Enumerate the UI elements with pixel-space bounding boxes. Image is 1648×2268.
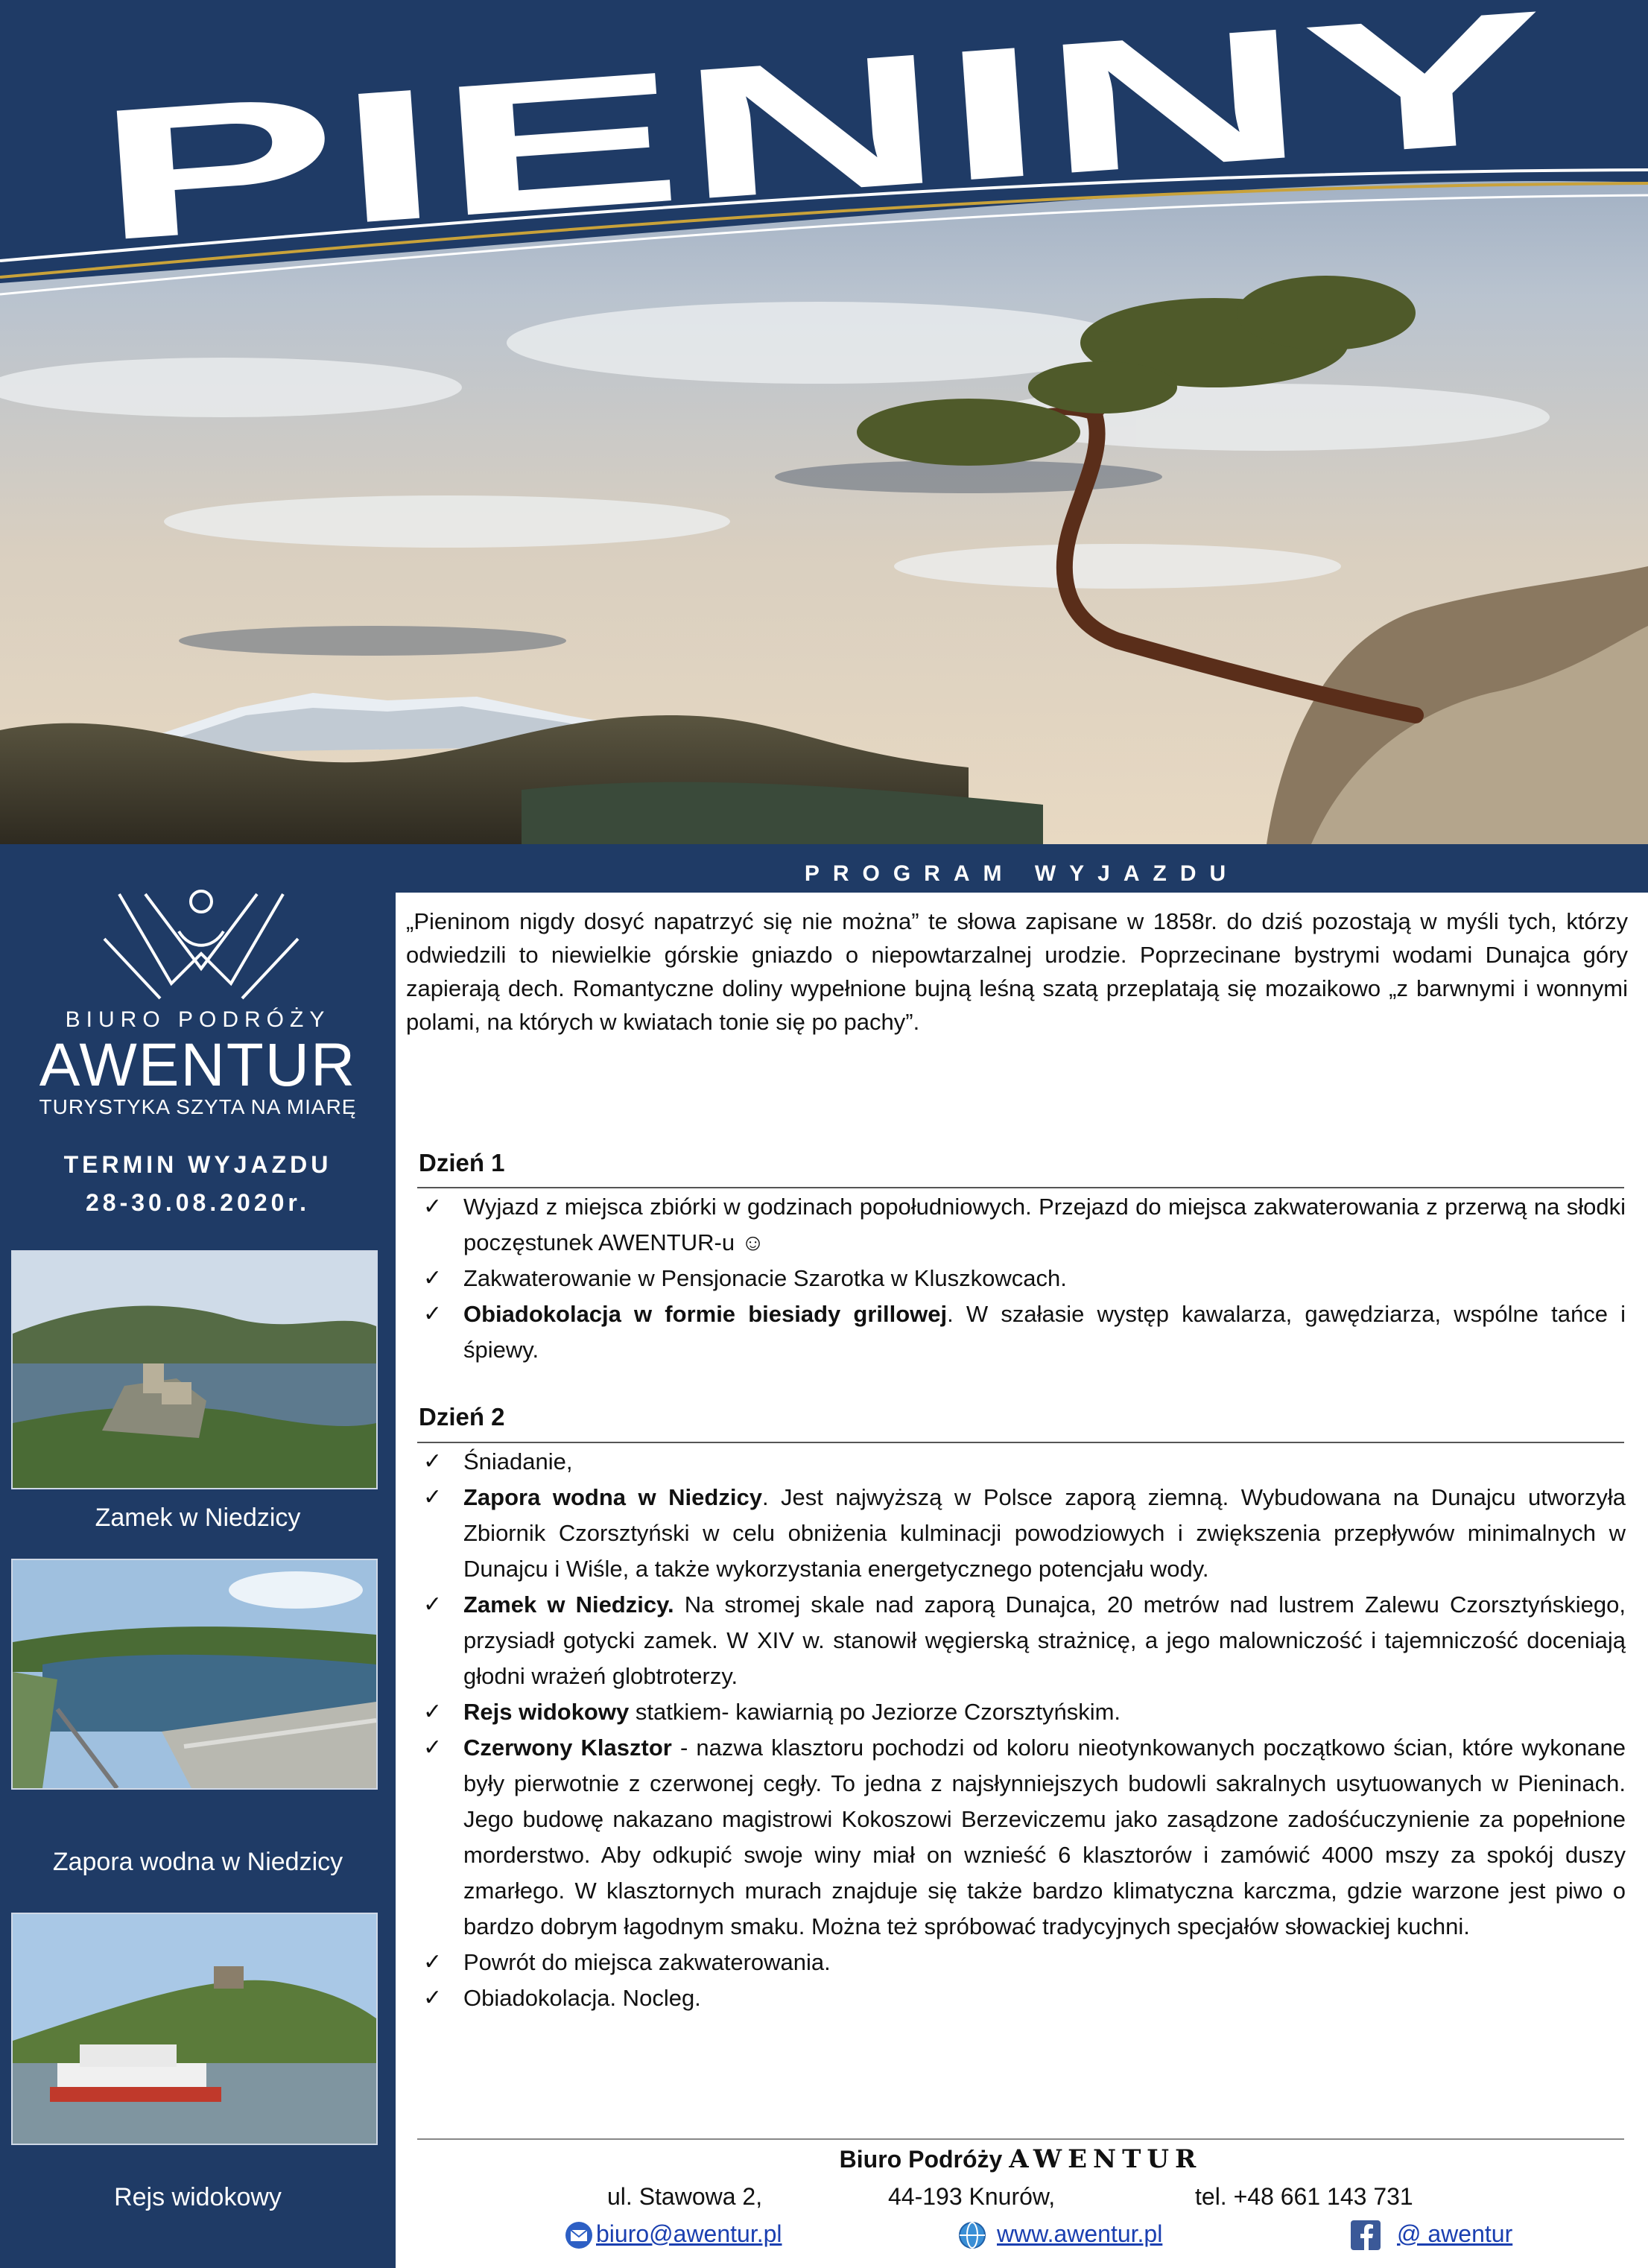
facebook-icon (1351, 2220, 1381, 2250)
page-title: PIENINY (89, 20, 848, 280)
footer-title-prefix: Biuro Podróży (839, 2146, 1003, 2173)
check-icon: ✓ (423, 1266, 443, 1290)
program-heading: PROGRAM WYJAZDU (396, 844, 1648, 893)
day-1-divider (417, 1187, 1624, 1188)
list-item: ✓ Zapora wodna w Niedzicy. Jest najwyższą w Polsce zaporą ziemną. Wybudowana na Dunajcu utworzyła Zbiornik Czorsztyński w celu obniżenia kulminacji powodziowych i zwiększenia przepływów minimalnych w Dunajcu i Wiśle, a także wykorzystania energetycznego potencjału wody. (419, 1480, 1626, 1587)
check-icon: ✓ (423, 1950, 443, 1974)
day-2-title: Dzień 2 (419, 1403, 505, 1431)
footer-title-brand: AWENTUR (1009, 2144, 1202, 2174)
email-icon (564, 2220, 594, 2250)
photo-caption-castle: Zamek w Niedzicy (95, 1504, 301, 1532)
facebook-link[interactable]: @ awentur (1397, 2220, 1513, 2247)
check-icon: ✓ (423, 1449, 443, 1474)
day-1-title: Dzień 1 (419, 1149, 505, 1176)
boat-photo (11, 1913, 378, 2145)
website-link[interactable]: www.awentur.pl (997, 2220, 1163, 2247)
dam-photo (11, 1559, 378, 1790)
globe-icon (957, 2220, 987, 2250)
title-banner (0, 0, 1648, 313)
check-icon: ✓ (423, 1986, 443, 2010)
termin-label: TERMIN WYJAZDU (63, 1151, 332, 1178)
footer-city: 44-193 Knurów, (888, 2183, 1056, 2210)
footer-divider (417, 2138, 1624, 2140)
check-icon: ✓ (423, 1592, 443, 1617)
termin-dates: 28-30.08.2020r. (86, 1189, 310, 1216)
check-icon: ✓ (423, 1485, 443, 1510)
list-item: ✓ Powrót do miejsca zakwaterowania. (419, 1945, 1626, 1980)
intro-paragraph: „Pieninom nigdy dosyć napatrzyć się nie można” te słowa zapisane w 1858r. do dziś pozostają w myśli tych, którzy odwiedzili to niewielkie górskie gniazdo o niepowtarzalnej urodzie. Poprzecinane bystrymi wodami Dunajca góry zapierają dech. Romantyczne doliny wypełnione bujną leśną szatą przeplatają się mozaikowo „z barwnymi i wonnymi polami, na których w kwiatach tonie się po pachy”. (406, 908, 1628, 1035)
photo-caption-boat: Rejs widokowy (114, 2183, 282, 2211)
list-item: ✓ Zamek w Niedzicy. Na stromej skale nad zaporą Dunajca, 20 metrów nad lustrem Zalewu Czorsztyńskiego, przysiadł gotycki zamek. W XIV w. stanowił węgierską strażnicę, a jego malowniczość i tajemniczość doceniają głodni wrażeń globtroterzy. (419, 1587, 1626, 1694)
awentur-logo-mark (89, 879, 313, 1006)
day-2-list (419, 1444, 1626, 2016)
photo-caption-dam: Zapora wodna w Niedzicy (52, 1848, 343, 1876)
day-2-divider (417, 1442, 1624, 1443)
check-icon: ✓ (423, 1735, 443, 1760)
castle-photo (11, 1250, 378, 1489)
logo-tagline: TURYSTYKA SZYTA NA MIARĘ (39, 1095, 357, 1118)
list-item: ✓ Rejs widokowy statkiem- kawiarnią po Jeziorze Czorsztyńskim. (419, 1694, 1626, 1730)
check-icon: ✓ (423, 1302, 443, 1326)
day-1-list (419, 1189, 1626, 1368)
footer-phone: tel. +48 661 143 731 (1195, 2183, 1413, 2210)
list-item: ✓ Wyjazd z miejsca zbiórki w godzinach popołudniowych. Przejazd do miejsca zakwaterowania z przerwą na słodki poczęstunek AWENTUR-u ☺ (419, 1189, 1626, 1261)
list-item: ✓ Śniadanie, (419, 1444, 1626, 1480)
logo-line1: BIURO PODRÓŻY (65, 1007, 331, 1032)
list-item: ✓ Czerwony Klasztor - nazwa klasztoru pochodzi od koloru nieotynkowanych początkowo ścian, które wykonane były pierwotnie z czerwonej cegły. To jedna z najsłynniejszych budowli sakralnych usytuowanych w Pieninach. Jego budowę nakazano magistrowi Kokoszowi Berzeviczemu jako zasądzone zadośćuczynienie za popełnione morderstwo. Aby odkupić swoje winy miał on wznieść 6 klasztorów i zamówić 4000 mszy za spokój duszy zmarłego. W klasztornych murach znajduje się także bardzo klimatyczna karczma, gdzie warzone jest piwo o bardzo dobrym łagodnym smaku. Można też spróbować tradycyjnych specjałów słowackiej kuchni. (419, 1730, 1626, 1945)
footer-title (417, 2144, 1624, 2174)
list-item: ✓ Obiadokolacja w formie biesiady grillowej. W szałasie występ kawalarza, gawędziarza, wspólne tańce i śpiewy. (419, 1296, 1626, 1368)
footer-address: ul. Stawowa 2, (607, 2183, 763, 2210)
email-link[interactable]: biuro@awentur.pl (596, 2220, 782, 2247)
list-item: ✓ Obiadokolacja. Nocleg. (419, 1980, 1626, 2016)
list-item: ✓ Zakwaterowanie w Pensjonacie Szarotka w Kluszkowcach. (419, 1261, 1626, 1296)
check-icon: ✓ (423, 1700, 443, 1724)
check-icon: ✓ (423, 1194, 443, 1219)
logo-brand: AWENTUR (39, 1031, 357, 1099)
